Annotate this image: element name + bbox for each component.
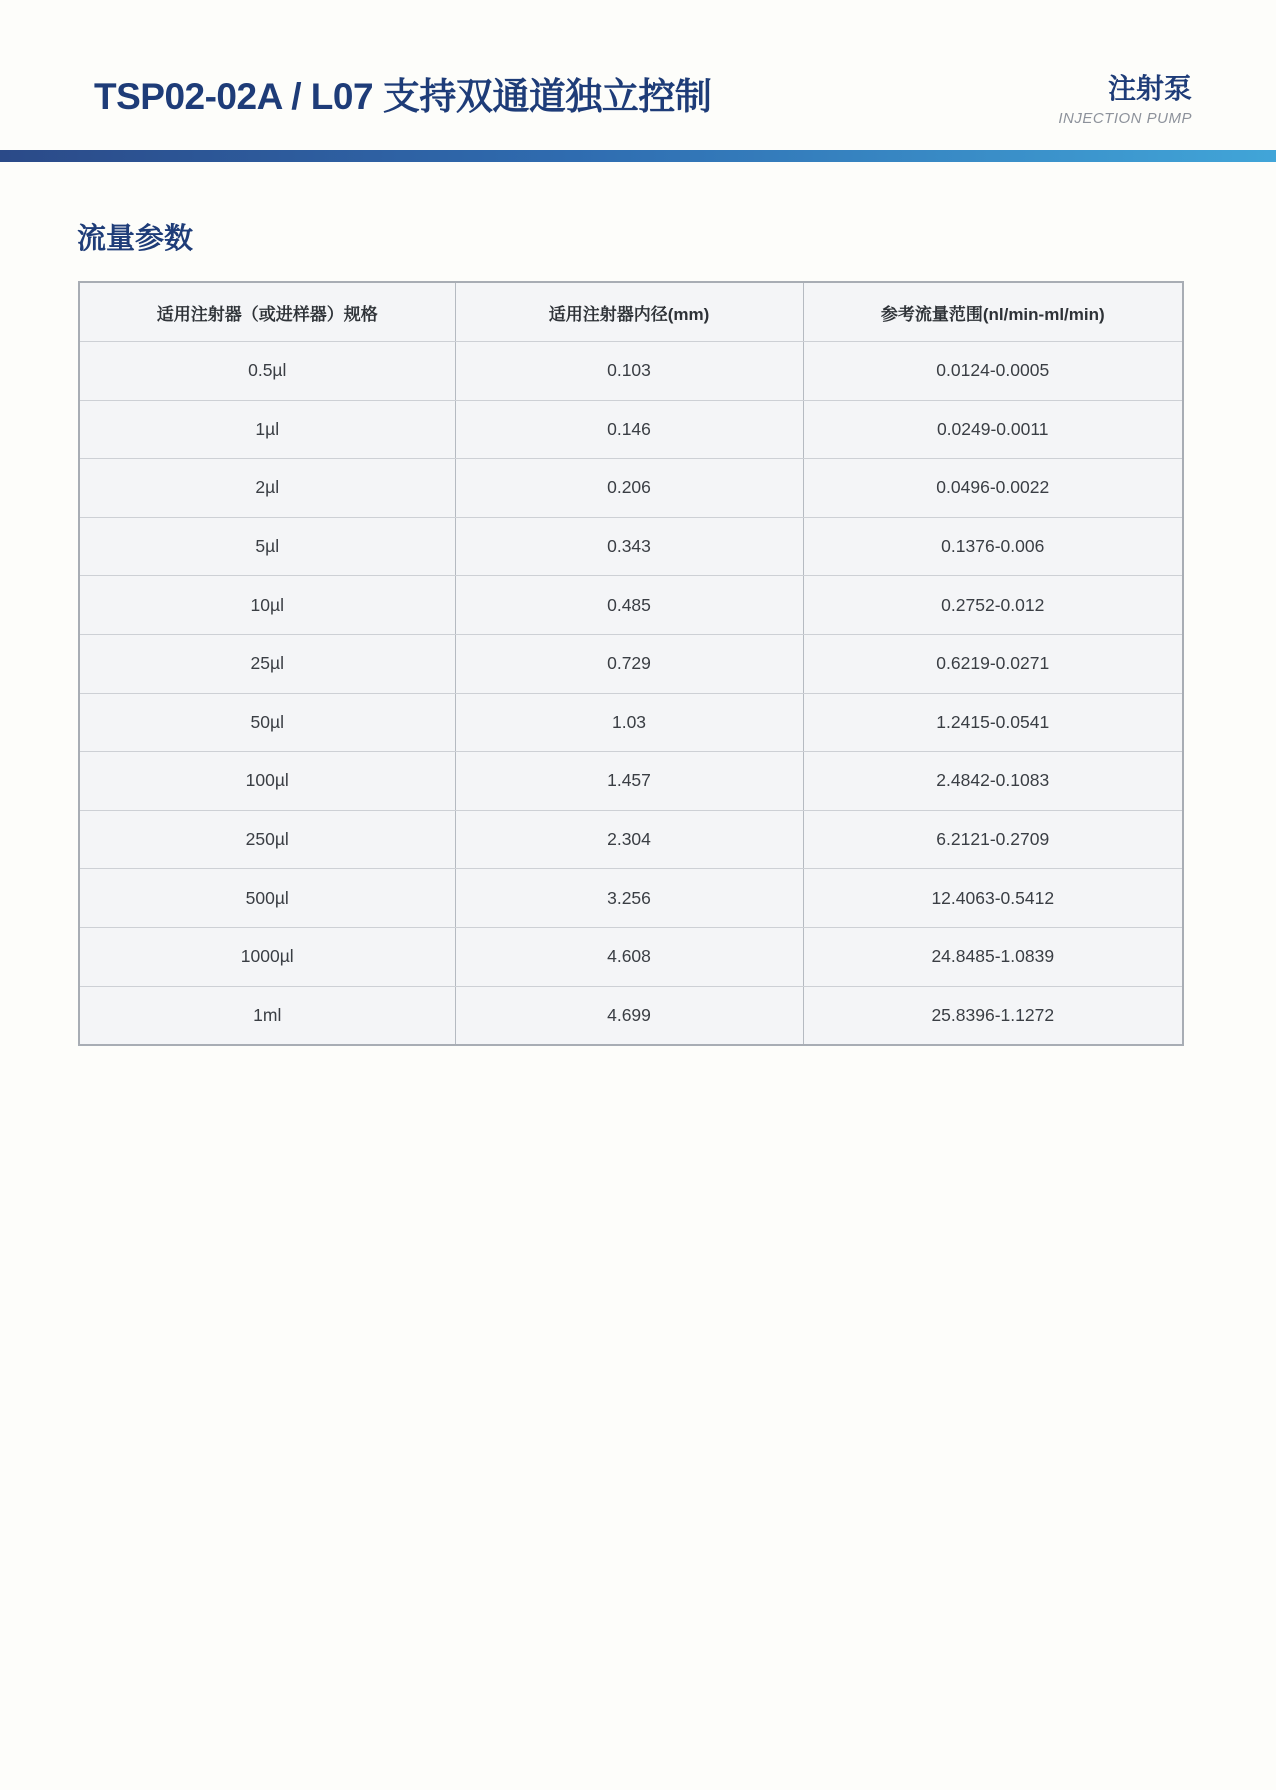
- table-cell: 2.4842-0.1083: [803, 752, 1183, 811]
- table-cell: 2µl: [79, 459, 455, 518]
- table-cell: 0.2752-0.012: [803, 576, 1183, 635]
- table-cell: 0.6219-0.0271: [803, 634, 1183, 693]
- table-header-row: [79, 282, 1183, 342]
- table-cell: 250µl: [79, 810, 455, 869]
- section-title-flow-parameters: 流量参数: [77, 223, 194, 255]
- table-row: [79, 986, 1183, 1045]
- table-cell: 10µl: [79, 576, 455, 635]
- table-cell: 0.5µl: [79, 342, 455, 401]
- product-name-cn: 注射泵: [1107, 73, 1192, 104]
- column-header-flow-range: 参考流量范围(nl/min-ml/min): [803, 282, 1183, 342]
- table-cell: 1µl: [79, 400, 455, 459]
- table-cell: 500µl: [79, 869, 455, 928]
- table-row: [79, 693, 1183, 752]
- table-row: [79, 927, 1183, 986]
- table-row: [79, 576, 1183, 635]
- table-cell: 3.256: [455, 869, 803, 928]
- table-cell: 4.699: [455, 986, 803, 1045]
- table-row: [79, 869, 1183, 928]
- flow-table-body: [79, 342, 1183, 1046]
- table-cell: 0.343: [455, 517, 803, 576]
- column-header-inner-diameter: 适用注射器内径(mm): [455, 282, 803, 342]
- flow-parameters-table: [78, 281, 1184, 1046]
- table-cell: 12.4063-0.5412: [803, 869, 1183, 928]
- table-row: [79, 342, 1183, 401]
- column-header-syringe-spec: 适用注射器（或进样器）规格: [79, 282, 455, 342]
- table-row: [79, 752, 1183, 811]
- table-cell: 25.8396-1.1272: [803, 986, 1183, 1045]
- table-cell: 0.103: [455, 342, 803, 401]
- table-cell: 0.485: [455, 576, 803, 635]
- table-cell: 1.2415-0.0541: [803, 693, 1183, 752]
- table-cell: 50µl: [79, 693, 455, 752]
- table-row: [79, 810, 1183, 869]
- product-name-en: INJECTION PUMP: [1058, 109, 1192, 127]
- table-cell: 1ml: [79, 986, 455, 1045]
- table-cell: 0.1376-0.006: [803, 517, 1183, 576]
- table-cell: 100µl: [79, 752, 455, 811]
- table-cell: 24.8485-1.0839: [803, 927, 1183, 986]
- table-row: [79, 400, 1183, 459]
- table-cell: 0.0124-0.0005: [803, 342, 1183, 401]
- flow-table: [78, 281, 1184, 1046]
- table-cell: 0.0249-0.0011: [803, 400, 1183, 459]
- table-row: [79, 459, 1183, 518]
- table-cell: 0.206: [455, 459, 803, 518]
- table-cell: 0.729: [455, 634, 803, 693]
- page-title: TSP02-02A / L07 支持双通道独立控制: [94, 76, 712, 117]
- table-cell: 0.146: [455, 400, 803, 459]
- table-cell: 25µl: [79, 634, 455, 693]
- table-cell: 1.03: [455, 693, 803, 752]
- table-cell: 2.304: [455, 810, 803, 869]
- table-row: [79, 634, 1183, 693]
- header-divider-gradient-bar: [0, 150, 1276, 162]
- table-cell: 4.608: [455, 927, 803, 986]
- table-cell: 6.2121-0.2709: [803, 810, 1183, 869]
- table-cell: 1000µl: [79, 927, 455, 986]
- table-cell: 5µl: [79, 517, 455, 576]
- table-row: [79, 517, 1183, 576]
- table-cell: 1.457: [455, 752, 803, 811]
- table-cell: 0.0496-0.0022: [803, 459, 1183, 518]
- brand-block: [1058, 74, 1192, 127]
